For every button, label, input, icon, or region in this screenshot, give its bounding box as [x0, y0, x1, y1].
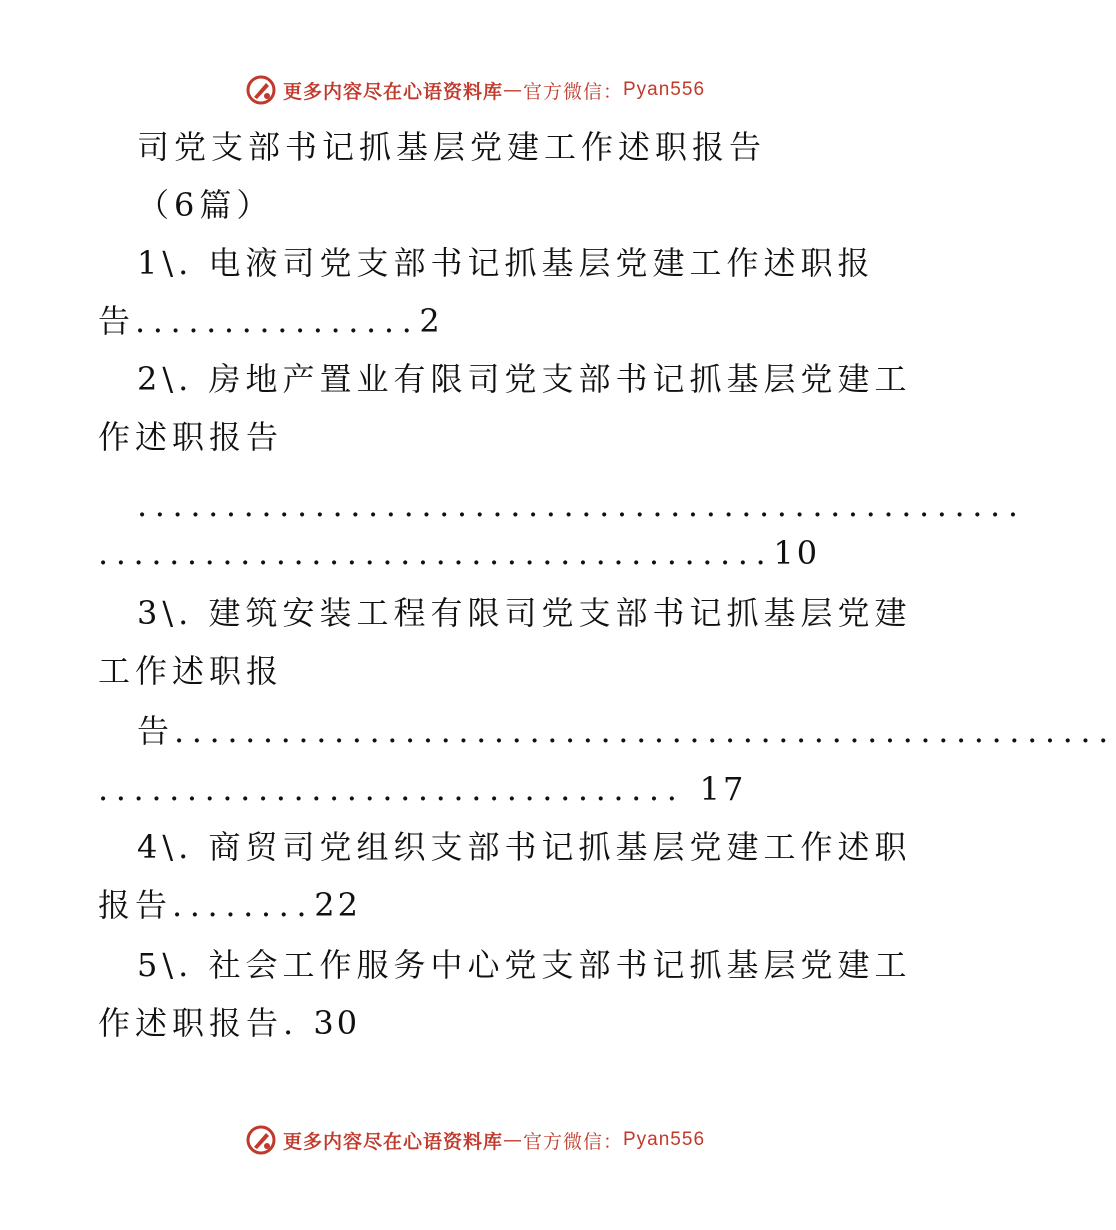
watermark-brand: 更多内容尽在心语资料库 — [282, 1130, 503, 1153]
toc-page-number: 17 — [699, 770, 747, 808]
toc-page-number: 10 — [773, 534, 821, 572]
toc-entry-1[interactable] — [0, 234, 1087, 292]
toc-entry-5-cont[interactable] — [0, 994, 1048, 1052]
toc-entry-2-dots-cont — [0, 524, 1048, 582]
toc-title-cont: 作述职报告 — [98, 418, 284, 456]
toc-num: 3\. — [137, 594, 194, 632]
toc-entry-2[interactable] — [0, 350, 1087, 408]
document-title — [0, 118, 1087, 176]
toc-title: 建筑安装工程有限司党支部书记抓基层党建 — [208, 594, 912, 632]
toc-title-cont: 告 — [137, 712, 175, 750]
toc-num: 5\. — [137, 946, 194, 984]
toc-title-cont: 工作述职报 — [98, 652, 284, 690]
toc-entry-2-cont[interactable] — [0, 408, 1048, 466]
toc-leader-dots: ..................................................... — [174, 712, 1116, 750]
toc-entry-3-cont2[interactable] — [0, 702, 1116, 760]
toc-title: 商贸司党组织支部书记抓基层党建工作述职 — [208, 828, 912, 866]
toc-num: 4\. — [137, 828, 194, 866]
toc-entry-1-cont[interactable] — [0, 292, 1048, 350]
watermark-header — [0, 70, 950, 110]
toc-leader-dots: ................................. — [98, 770, 685, 808]
title-line-2: （6篇） — [137, 186, 274, 224]
toc-entry-4[interactable] — [0, 818, 1087, 876]
document-subtitle — [0, 176, 1087, 234]
toc-title-cont: 作述职报告 — [98, 1004, 284, 1042]
watermark-id: Pyan556 — [623, 79, 706, 100]
toc-num: 2\. — [137, 360, 194, 398]
watermark-label: 官方微信： — [522, 1130, 623, 1153]
toc-page-number: 2 — [419, 302, 443, 340]
toc-entry-3-cont[interactable] — [0, 642, 1048, 700]
toc-title: 电液司党支部书记抓基层党建工作述职报 — [208, 244, 875, 282]
watermark-dash: — — [502, 1129, 523, 1151]
toc-title: 社会工作服务中心党支部书记抓基层党建工 — [208, 946, 912, 984]
watermark-footer — [0, 1120, 950, 1160]
toc-entry-4-cont[interactable] — [0, 876, 1048, 934]
toc-leader-dots: .................................................. — [137, 486, 1026, 524]
watermark-label: 官方微信： — [522, 80, 623, 103]
toc-num: 1\. — [137, 244, 194, 282]
toc-title-cont: 告 — [98, 302, 136, 340]
toc-page-number: 22 — [314, 886, 361, 924]
title-line-1: 司党支部书记抓基层党建工作述职报告 — [137, 128, 767, 166]
toc-entry-3-dots-cont — [0, 760, 1048, 818]
watermark-brand: 更多内容尽在心语资料库 — [282, 80, 503, 103]
toc-leader-dots: ...................................... — [98, 534, 774, 572]
watermark-id: Pyan556 — [623, 1129, 706, 1150]
toc-leader-dots: ................ — [135, 302, 420, 340]
toc-leader-dots: . — [283, 1004, 299, 1042]
toc-page-number: 30 — [313, 1004, 361, 1042]
pen-logo-icon — [245, 74, 277, 106]
toc-title: 房地产置业有限司党支部书记抓基层党建工 — [208, 360, 912, 398]
toc-entry-3[interactable] — [0, 584, 1087, 642]
toc-entry-5[interactable] — [0, 936, 1087, 994]
watermark-dash: — — [502, 79, 523, 101]
pen-logo-icon — [245, 1124, 277, 1156]
toc-title-cont: 报告 — [98, 886, 173, 924]
toc-leader-dots: ........ — [172, 886, 315, 924]
